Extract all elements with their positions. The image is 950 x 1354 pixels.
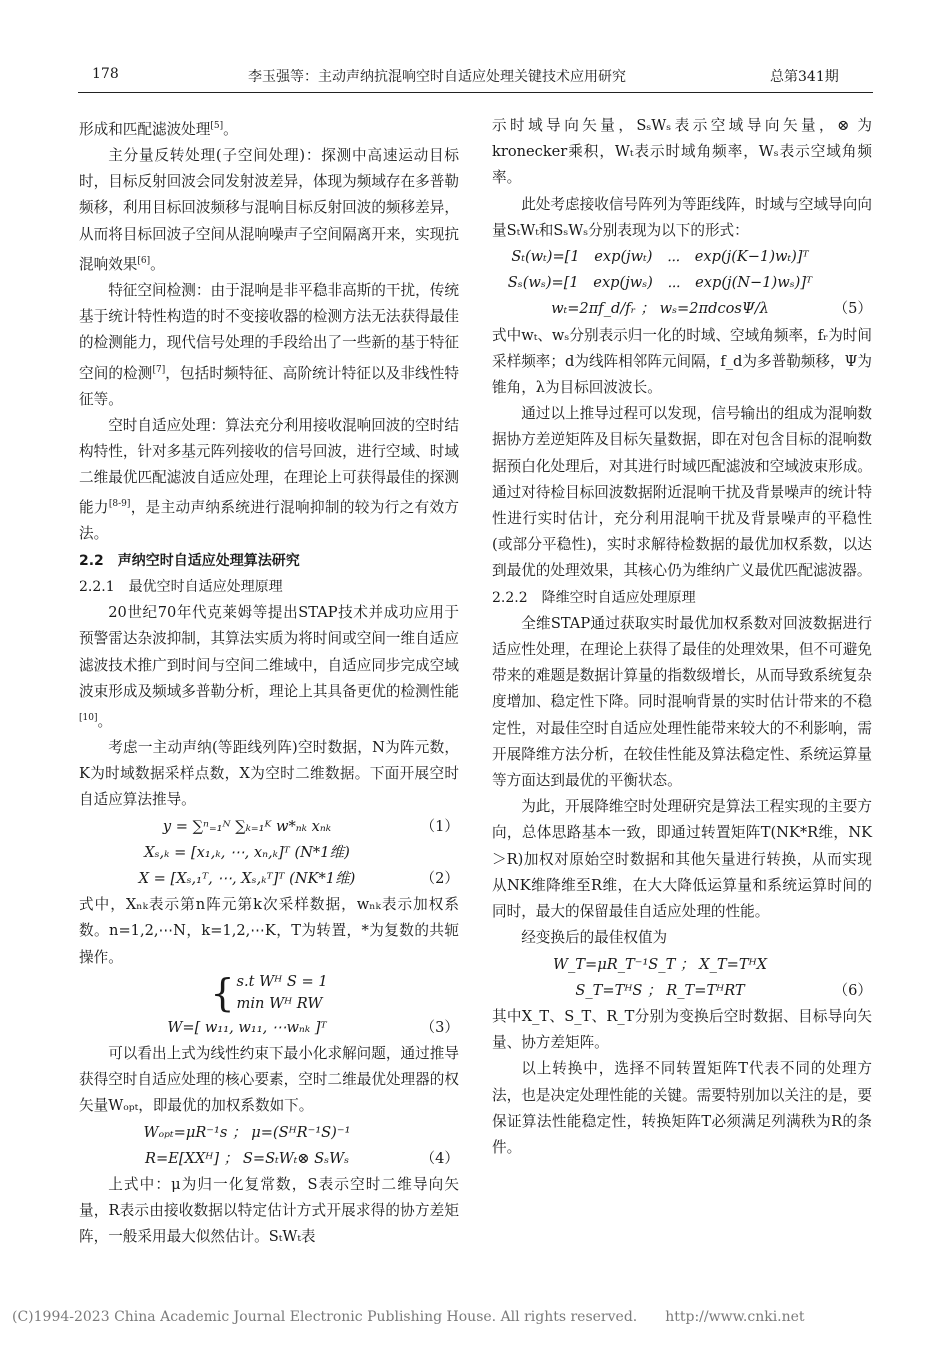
header-rule: [78, 92, 873, 93]
citation: [5]: [210, 121, 224, 131]
equation-6a: W_T=μR_T⁻¹S_T ； X_T=TᴴX: [552, 955, 767, 973]
right-column: [492, 113, 872, 1161]
equation-6b: S_T=TᴴS ； R_T=TᴴRT （6）: [575, 981, 872, 999]
equation-2a: Xₛ,ₖ = [x₁,ₖ, ⋯, xₙ,ₖ]ᵀ (N*1维): [144, 843, 350, 861]
equation-2b: X = [Xₛ,₁ᵀ, ⋯, Xₛ,ₖᵀ]ᵀ (NK*1维) （2）: [138, 869, 459, 887]
paragraph: 示时域导向矢量，SₛWₛ表示空域导向矢量，⊗ 为kronecker乘积，Wₜ表示时域角频率，Wₛ表示空域角频率。: [492, 117, 872, 187]
equation-3-constraint: { s.t Wᴴ S = 1 min Wᴴ RW: [210, 970, 328, 1015]
paragraph: 此处考虑接收信号阵列为等距线阵，时域与空域导向向量SₜWₜ和SₛWₛ分别表现为以下的形式：: [492, 195, 872, 239]
paragraph: 特征空间检测：由于混响是非平稳非高斯的干扰，传统基于统计特性构造的时不变接收器的检测方法无法获得最佳的检测能力，现代信号处理的手段给出了一些新的基于特征空间的检测[7]，包括时频特征、高阶统计特征以及非线性特征等。: [79, 281, 459, 408]
equation-5c: wₜ=2πf_d/fᵣ ； wₛ=2πdcosΨ/λ （5）: [551, 300, 872, 318]
section-heading: 2.2 声纳空时自适应处理算法研究: [79, 552, 300, 569]
paragraph: 空时自适应处理：算法充分利用接收混响回波的空时结构特性，针对多基元阵列接收的信号回波，进行空域、时域二维最优匹配滤波自适应处理，在理论上可获得最佳的探测能力[8-9]，是主动声纳系统进行混响抑制的较为行之有效方法。: [79, 416, 459, 543]
paragraph: 20世纪70年代克莱姆等提出STAP技术并成功应用于预警雷达杂波抑制，其算法实质为将时间或空间一维自适应滤波技术推广到时间与空间二维域中，自适应同步完成空域波束形成及频域多普勒分析，理论上其具备更优的检测性能[10]。: [79, 604, 459, 730]
paragraph: 形成和匹配滤波处理[5]。: [79, 120, 238, 138]
paragraph: 考虑一主动声纳(等距线列阵)空时数据，N为阵元数，K为时域数据采样点数，X为空时二维数据。下面开展空时自适应算法推导。: [79, 738, 459, 809]
subsection-heading: 2.2.1 最优空时自适应处理原理: [79, 578, 283, 595]
paragraph: 可以看出上式为线性约束下最小化求解问题，通过推导获得空时自适应处理的核心要素，空时二维最优处理器的权矢量Wₒₚₜ，即最优的加权系数如下。: [79, 1045, 459, 1115]
paragraph: 式中，Xₙₖ表示第n阵元第k次采样数据，wₙₖ表示加权系数。n=1,2,⋯N，k=1,2,⋯K，T为转置，*为复数的共轭操作。: [79, 896, 459, 966]
paragraph: 为此，开展降维空时处理研究是算法工程实现的主要方向，总体思路基本一致，即通过转置矩阵T(NK*R维，NK＞R)加权对原始空时数据和其他矢量进行转换，从而实现从NK维降维至R维，在大大降低运算量和系统运算时间的同时，最大的保留最佳自适应处理的性能。: [492, 798, 872, 921]
issue-number: 总第341期: [770, 69, 839, 85]
paragraph: 式中wₜ、wₛ分别表示归一化的时域、空域角频率，fᵣ为时间采样频率；d为线阵相邻阵元间隔，f_d为多普勒频移，Ψ为锥角，λ为目标回波波长。: [492, 326, 872, 397]
paragraph: 全维STAP通过获取实时最优加权系数对回波数据进行适应性处理，在理论上获得了最佳的处理效果，但不可避免带来的难题是数据计算量的指数级增长，从而导致系统复杂度增加、稳定性下降。同时混响背景的实时估计带来的不稳定性，对最佳空时自适应处理性能带来较大的不利影响，需开展降维方法分析，在较佳性能及算法稳定性、系统运算量等方面达到最优的平衡状态。: [492, 614, 872, 790]
equation-1: y = ∑ⁿ₌₁ᴺ ∑ₖ₌₁ᴷ w*ₙₖ xₙₖ （1）: [162, 817, 459, 835]
running-title: 李玉强等：主动声纳抗混响空时自适应处理关键技术应用研究: [248, 69, 626, 85]
equation-3: W=[ w₁₁, w₁₁, ⋯wₙₖ ]ᵀ （3）: [167, 1018, 459, 1036]
equation-4a: Wₒₚₜ=μR⁻¹s ； μ=(SᴴR⁻¹S)⁻¹: [143, 1123, 351, 1141]
paragraph: 以上转换中，选择不同转置矩阵T代表不同的处理方法，也是决定处理性能的关键。需要特别加以关注的是，要保证算法性能稳定性，转换矩阵T必须满足列满秩为R的条件。: [492, 1060, 872, 1156]
citation: [10]: [79, 712, 98, 723]
paragraph: 其中X_T、S_T、R_T分别为变换后空时数据、目标导向矢量、协方差矩阵。: [492, 1007, 872, 1052]
paragraph: 通过以上推导过程可以发现，信号输出的组成为混响数据协方差逆矩阵及目标矢量数据，即在对包含目标的混响数据预白化处理后，对其进行时域匹配滤波和空域波束形成。通过对待检目标回波数据附近混响干扰及背景噪声的统计特性进行实时估计，充分利用混响干扰及背景噪声的平稳性(或部分平稳性)，实时求解待检数据的最优加权系数，以达到最优的处理效果，其核心仍为维纳广义最优匹配滤波器。: [492, 405, 872, 580]
paragraph: 主分量反转处理(子空间处理)：探测中高速运动目标时，目标反射回波会同发射波差异，体现为频域存在多普勒频移，利用目标回波频移与混响目标反射回波的频移差异，从而将目标回波子空间从混响噪声子空间隔离开来，实现抗混响效果[6]。: [79, 147, 459, 273]
left-column: [79, 113, 459, 1251]
page-number: 178: [92, 66, 119, 82]
copyright-footer: (C)1994-2023 China Academic Journal Electronic Publishing House. All rights reserved. http://www.cnki.net: [12, 1309, 805, 1325]
subsection-heading: 2.2.2 降维空时自适应处理原理: [492, 589, 696, 606]
equation-5b: Sₛ(wₛ)=[1 exp(jwₛ) ⋯ exp(j(N−1)wₛ)]ᵀ: [507, 274, 813, 292]
citation: [6]: [137, 255, 151, 266]
paragraph: 经变换后的最佳权值为: [521, 929, 668, 947]
equation-4b: R=E[XXᴴ] ； S=SₜWₜ⊗ SₛWₛ （4）: [144, 1149, 459, 1167]
paragraph: 上式中：μ为归一化复常数，S表示空时二维导向矢量，R表示由接收数据以特定估计方式开展求得的协方差矩阵，一般采用最大似然估计。SₜWₜ表: [79, 1176, 459, 1246]
equation-5a: Sₜ(wₜ)=[1 exp(jwₜ) ⋯ exp(j(K−1)wₜ)]ᵀ: [511, 248, 809, 266]
citation: [8-9]: [108, 499, 131, 510]
citation: [7]: [152, 364, 166, 375]
